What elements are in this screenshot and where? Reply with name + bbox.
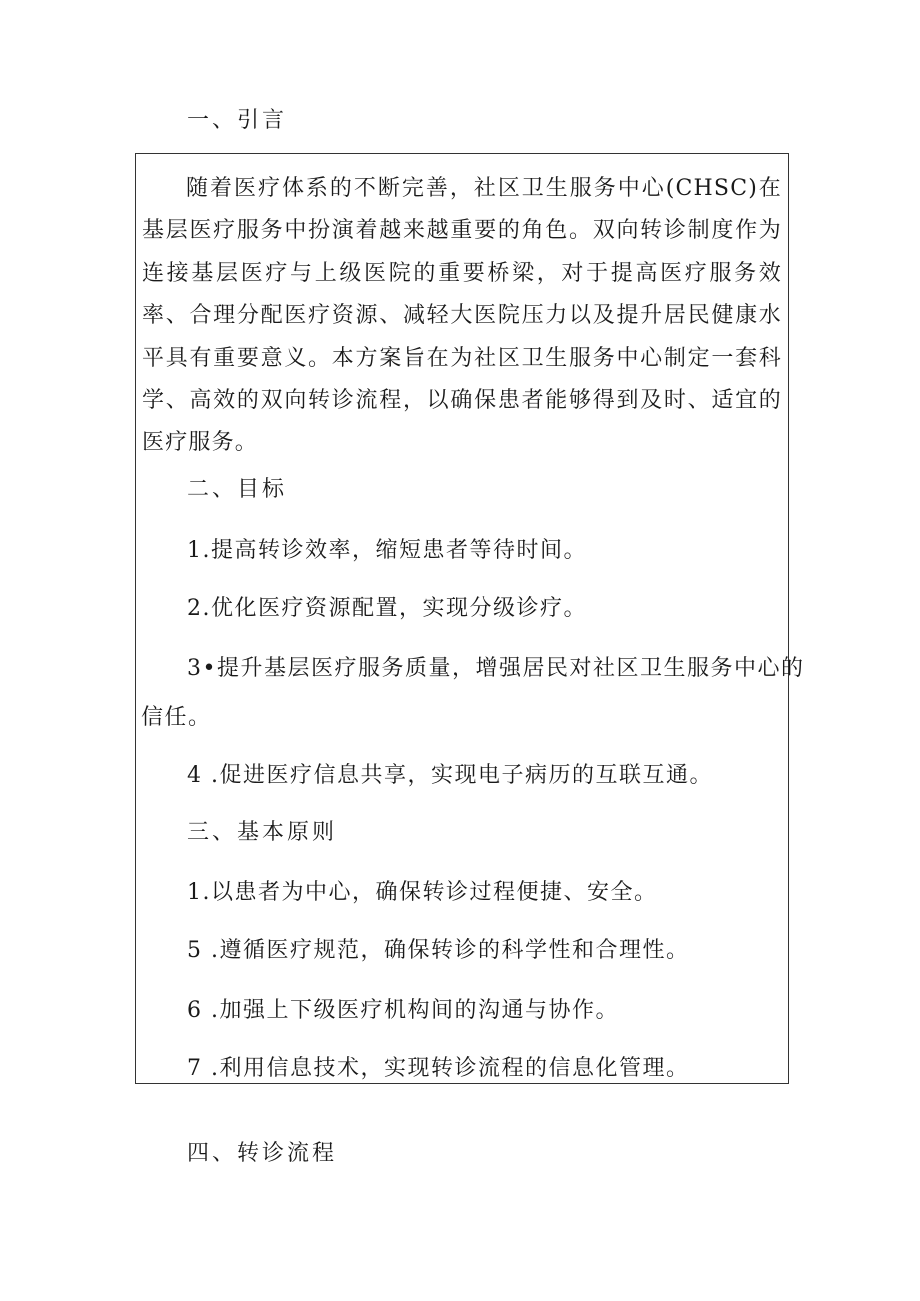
goal-item-3: 3•提升基层医疗服务质量，增强居民对社区卫生服务中心的 [187, 656, 805, 681]
section-heading-goals: 二、目标 [187, 477, 288, 502]
principle-item-3: 6 .加强上下级医疗机构间的沟通与协作。 [187, 998, 619, 1023]
goal-item-1: 1.提高转诊效率，缩短患者等待时间。 [187, 538, 587, 563]
section-heading-principles: 三、基本原则 [187, 820, 338, 845]
principle-item-2: 5 .遵循医疗规范，确保转诊的科学性和合理性。 [187, 938, 690, 963]
section-heading-referral-process: 四、转诊流程 [187, 1141, 338, 1166]
introduction-paragraph: 随着医疗体系的不断完善，社区卫生服务中心(CHSC)在基层医疗服务中扮演着越来越重要的角色。双向转诊制度作为连接基层医疗与上级医院的重要桥梁，对于提高医疗服务效率、合理分配医疗资源、减轻大医院压力以及提升居民健康水平具有重要意义。本方案旨在为社区卫生服务中心制定一套科学、高效的双向转诊流程，以确保患者能够得到及时、适宜的医疗服务。 [142, 176, 782, 456]
principle-item-4: 7 .利用信息技术，实现转诊流程的信息化管理。 [187, 1056, 690, 1081]
goal-item-3-continued: 信任。 [141, 705, 212, 730]
goal-item-2: 2.优化医疗资源配置，实现分级诊疗。 [187, 596, 587, 621]
section-heading-introduction: 一、引言 [187, 108, 288, 133]
goal-item-4: 4 .促进医疗信息共享，实现电子病历的互联互通。 [187, 763, 713, 788]
principle-item-1: 1.以患者为中心，确保转诊过程便捷、安全。 [187, 880, 658, 905]
